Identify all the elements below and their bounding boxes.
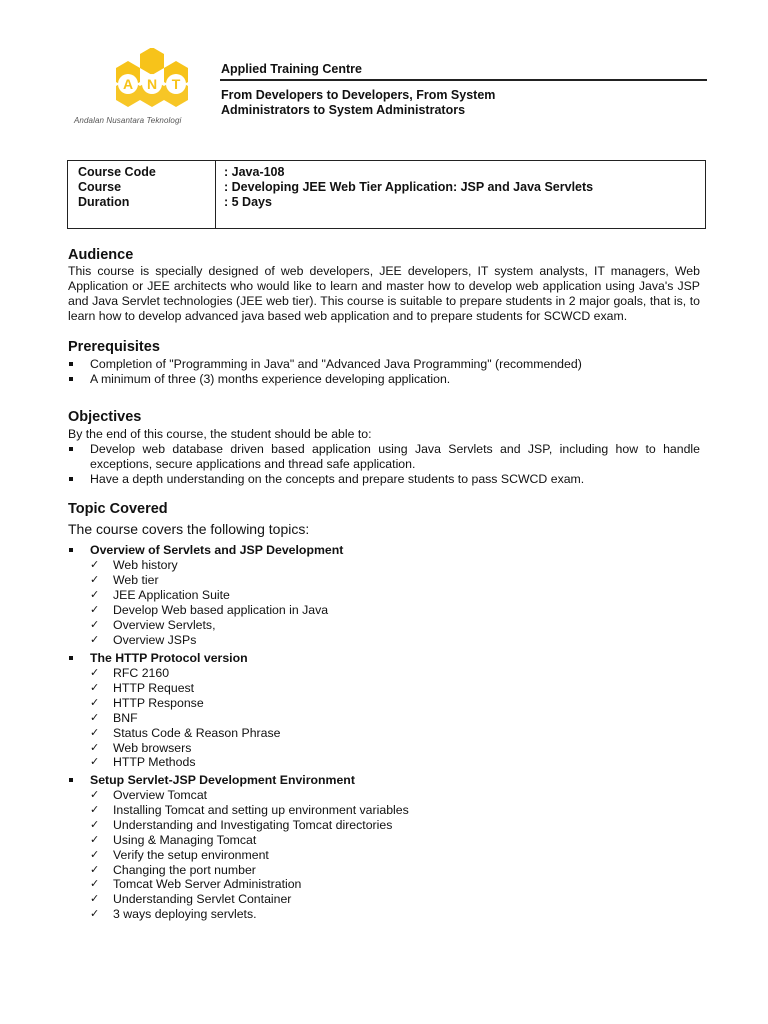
topic-item: ✓ 3 ways deploying servlets. (90, 907, 257, 922)
check-icon: ✓ (90, 573, 100, 586)
topic-item: ✓ Overview JSPs (90, 632, 197, 647)
topic-item: ✓ Installing Tomcat and setting up environment variables (90, 802, 409, 817)
label-duration: Duration (78, 195, 130, 209)
logo-letter-n: N (146, 76, 158, 92)
course-info-values (224, 165, 593, 210)
topic-item: ✓ Overview Tomcat (90, 788, 208, 802)
topics-heading: Topic Covered (68, 501, 168, 517)
check-icon: ✓ (90, 893, 100, 906)
check-icon: ✓ (90, 848, 100, 861)
label-course: Course (78, 180, 122, 194)
check-icon: ✓ (90, 741, 100, 754)
topic-item: ✓ Verify the setup environment (90, 847, 269, 862)
check-icon: ✓ (90, 603, 100, 616)
check-icon: ✓ (90, 618, 100, 631)
topic-item: ✓ Tomcat Web Server Administration (90, 877, 302, 892)
check-icon: ✓ (90, 803, 100, 816)
list-item: Have a depth understanding on the concepts and prepare students to pass SCWCD exam. (68, 472, 700, 487)
logo-letter-a: A (122, 76, 134, 92)
topic-item: ✓ BNF (90, 710, 138, 725)
topic-item: ✓ JEE Application Suite (90, 587, 230, 602)
course-info-table (67, 160, 706, 229)
topic-item: ✓ Web tier (90, 572, 159, 587)
list-item: Develop web database driven based application using Java Servlets and JSP, including how to handle exceptions, secure applications and thread safe application. (68, 442, 700, 472)
check-icon: ✓ (90, 726, 100, 739)
topic-items (68, 558, 700, 647)
check-icon: ✓ (90, 667, 100, 679)
tagline-line-2: Administrators to System Administrators (221, 103, 466, 117)
topic-items (68, 788, 700, 922)
topic-item: ✓ Changing the port number (90, 862, 256, 877)
table-divider (215, 161, 216, 228)
prerequisites-heading: Prerequisites (68, 339, 160, 355)
check-icon: ✓ (90, 818, 100, 831)
topic-item: ✓ Web history (90, 558, 178, 572)
check-icon: ✓ (90, 696, 100, 709)
topic-item: ✓ Understanding Servlet Container (90, 892, 292, 907)
objectives-heading: Objectives (68, 409, 142, 425)
header-divider (220, 79, 707, 81)
check-icon: ✓ (90, 863, 100, 876)
value-course-code: : Java-108 (224, 165, 285, 179)
objectives-list (68, 442, 700, 487)
topic-item: ✓ Web browsers (90, 740, 192, 755)
objectives-intro: By the end of this course, the student should be able to: (68, 427, 372, 441)
list-item: Completion of "Programming in Java" and "Advanced Java Programming" (recommended) (68, 357, 700, 372)
course-info-labels (78, 165, 156, 210)
topic-item: ✓ Overview Servlets, (90, 617, 216, 632)
check-icon: ✓ (90, 756, 100, 769)
topic-group-http (68, 651, 700, 770)
topic-item: ✓ RFC 2160 (90, 666, 170, 680)
topic-item: ✓ HTTP Response (90, 695, 204, 710)
check-icon: ✓ (90, 588, 100, 601)
org-tagline (221, 88, 641, 118)
value-duration: : 5 Days (224, 195, 272, 209)
check-icon: ✓ (90, 789, 100, 801)
topic-group-title: The HTTP Protocol version (68, 651, 700, 666)
topic-group-title: Setup Servlet-JSP Development Environment (68, 773, 700, 788)
tagline-line-1: From Developers to Developers, From System (221, 88, 496, 102)
logo-hexagons (94, 48, 204, 118)
topic-group-title: Overview of Servlets and JSP Development (68, 543, 700, 558)
check-icon: ✓ (90, 878, 100, 891)
check-icon: ✓ (90, 833, 100, 846)
topic-group-servlets-jsp (68, 543, 700, 647)
check-icon: ✓ (90, 681, 100, 694)
audience-heading: Audience (68, 247, 134, 263)
check-icon: ✓ (90, 633, 100, 646)
topic-item: ✓ HTTP Methods (90, 755, 196, 770)
topic-item: ✓ Understanding and Investigating Tomcat directories (90, 817, 393, 832)
check-icon: ✓ (90, 559, 100, 571)
prerequisites-list (68, 357, 700, 387)
value-course: : Developing JEE Web Tier Application: JSP and Java Servlets (224, 180, 594, 194)
topic-item: ✓ Status Code & Reason Phrase (90, 725, 281, 740)
logo-letter-t: T (171, 76, 181, 92)
org-name: Applied Training Centre (221, 62, 362, 76)
topic-item: ✓ Using & Managing Tomcat (90, 832, 257, 847)
check-icon: ✓ (90, 711, 100, 724)
topic-item: ✓ HTTP Request (90, 680, 195, 695)
check-icon: ✓ (90, 908, 100, 921)
list-item: A minimum of three (3) months experience developing application. (68, 372, 700, 387)
audience-text: This course is specially designed of web developers, JEE developers, IT system analysts, IT managers, Web Application or JEE architects who would like to learn and master how to develop web application using Java's JSP and Java Servlet technologies (JEE web tier). This course is suitable to prepare students in 2 major goals, that is, to learn how to develop advanced java based web application and to prepare students for SCWCD exam. (68, 264, 700, 323)
topic-items (68, 666, 700, 770)
label-course-code: Course Code (78, 165, 156, 179)
topic-item: ✓ Develop Web based application in Java (90, 602, 329, 617)
topic-group-setup (68, 773, 700, 922)
logo-tagline: Andalan Nusantara Teknologi (74, 116, 182, 125)
topics-intro: The course covers the following topics: (68, 521, 310, 537)
